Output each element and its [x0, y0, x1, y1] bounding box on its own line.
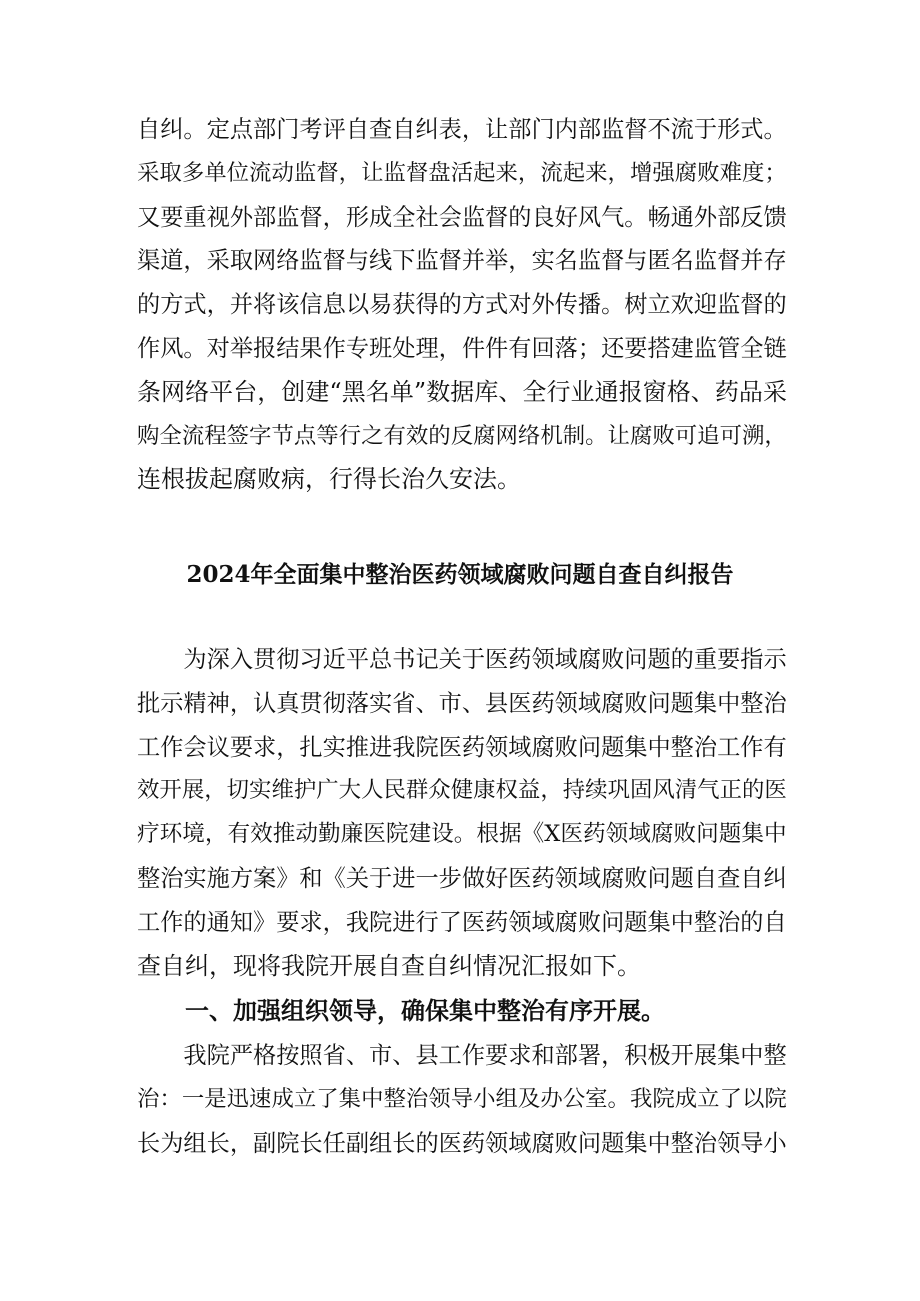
- text-line: 我院严格按照省、市、县工作要求和部署，积极开展集中整: [137, 1042, 787, 1069]
- text-line: 长为组长，副院长任副组长的医药领域腐败问题集中整治领导小: [137, 1129, 787, 1157]
- text-line: 效开展，切实维护广大人民群众健康权益，持续巩固风清气正的医: [137, 777, 787, 804]
- paragraph-intro: [137, 638, 787, 988]
- text-line: 疗环境，有效推动勤廉医院建设。根据《X医药领域腐败问题集中: [137, 821, 787, 848]
- text-line: 连根拔起腐败病，行得长治久安法。: [137, 465, 521, 494]
- text-line: 又要重视外部监督，形成全社会监督的良好风气。畅通外部反馈: [137, 203, 787, 231]
- text-line: 购全流程签字节点等行之有效的反腐网络机制。让腐败可追可溯，: [137, 422, 787, 449]
- text-line: 条网络平台，创建“黑名单”数据库、全行业通报窗格、药品采: [137, 377, 787, 406]
- text-line: 自纠。定点部门考评自查自纠表，让部门内部监督不流于形式。: [137, 116, 787, 143]
- text-line: 查自纠，现将我院开展自查自纠情况汇报如下。: [137, 951, 641, 980]
- text-line: 治：一是迅速成立了集中整治领导小组及办公室。我院成立了以院: [137, 1085, 787, 1112]
- text-line: 作风。对举报结果作专班处理，件件有回落；还要搭建监管全链: [137, 334, 787, 362]
- text-line: 工作会议要求，扎实推进我院医药领域腐败问题集中整治工作有: [137, 733, 787, 761]
- text-line: 为深入贯彻习近平总书记关于医药领域腐败问题的重要指示: [137, 646, 787, 673]
- text-line: 整治实施方案》和《关于进一步做好医药领域腐败问题自查自纠: [137, 864, 787, 892]
- text-line: 批示精神，认真贯彻落实省、市、县医药领域腐败问题集中整治: [137, 689, 787, 717]
- paragraph-continued: [137, 108, 787, 502]
- section-heading: 一、加强组织领导，确保集中整治有序开展。: [185, 997, 665, 1025]
- paragraph-body: [137, 1034, 787, 1165]
- text-line: 渠道，采取网络监督与线下监督并举，实名监督与匿名监督并存: [137, 247, 787, 275]
- text-line: 工作的通知》要求，我院进行了医药领域腐败问题集中整治的自: [137, 908, 787, 936]
- text-line: 的方式，并将该信息以易获得的方式对外传播。树立欢迎监督的: [137, 291, 787, 319]
- text-line: 采取多单位流动监督，让监督盘活起来，流起来，增强腐败难度；: [137, 159, 787, 186]
- report-title: 2024年全面集中整治医药领域腐败问题自查自纠报告: [186, 561, 734, 588]
